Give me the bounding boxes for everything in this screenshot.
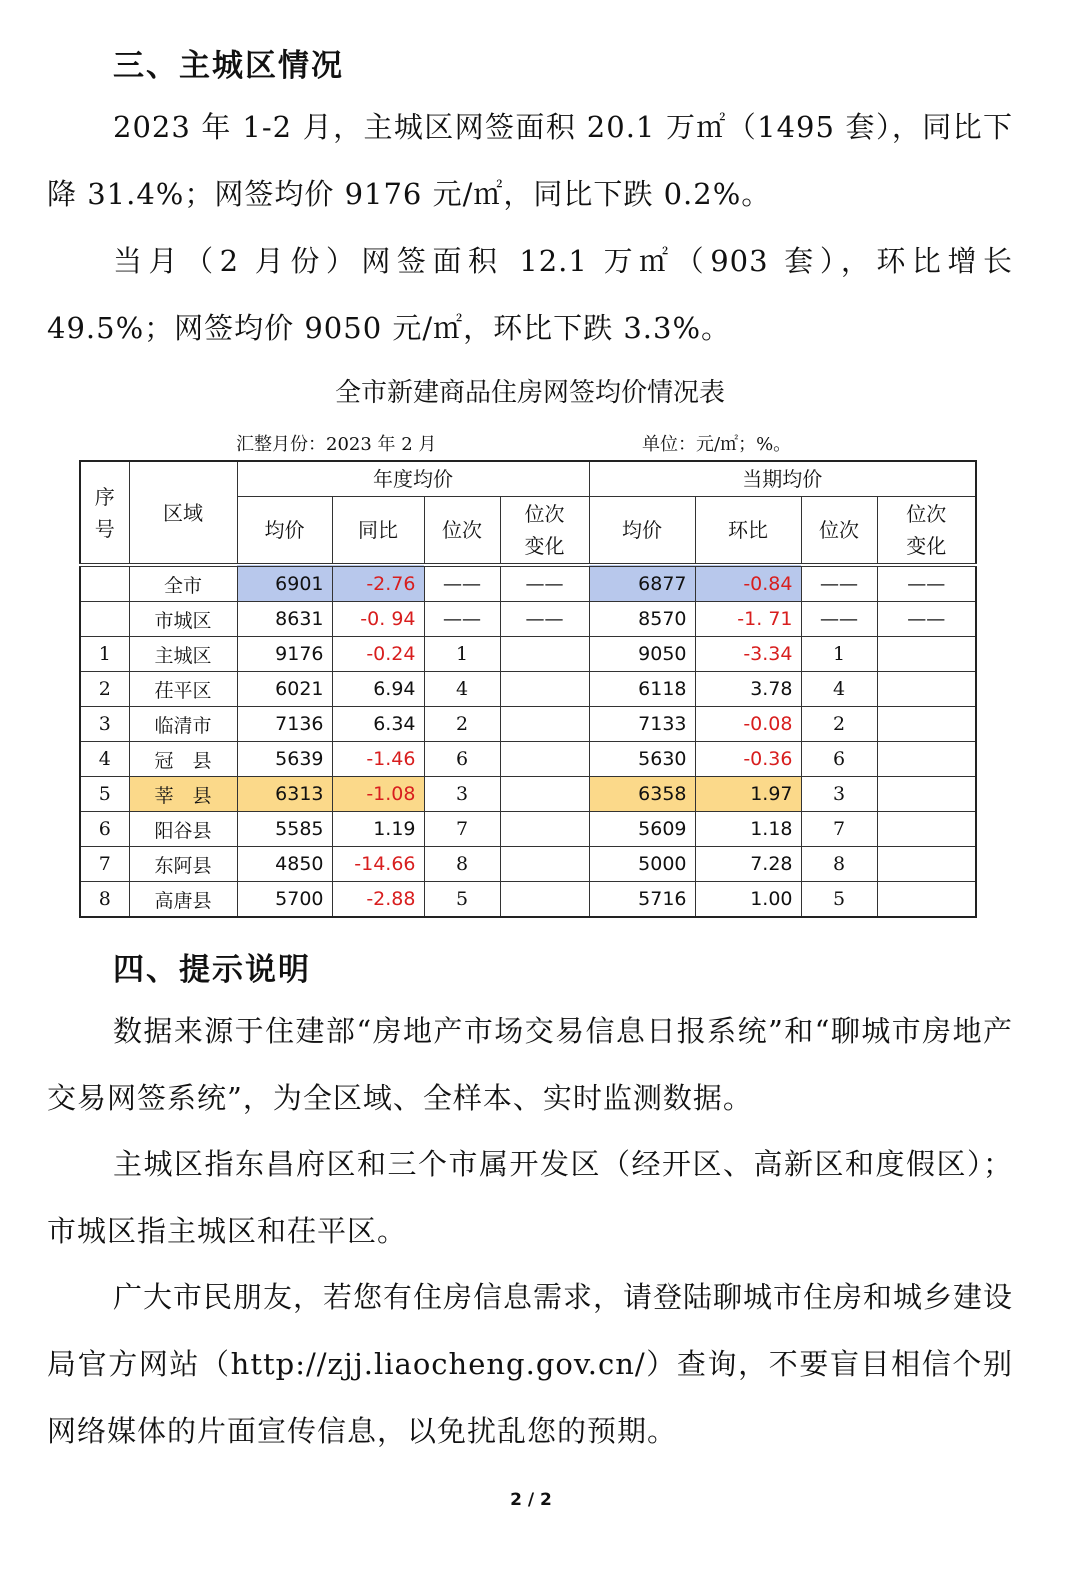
cell-region: 阳谷县 [129, 812, 237, 847]
section4-paragraph-1: 数据来源于住建部“房地产市场交易信息日报系统”和“聊城市房地产交易网签系统”，为全区域、全样本、实时监测数据。 [47, 1014, 1013, 1115]
section4-heading: 四、提示说明 [113, 952, 311, 988]
cell-annual-rank: 7 [424, 812, 500, 847]
cell-current-rank: 7 [801, 812, 877, 847]
cell-current-avg: 6118 [589, 672, 695, 707]
header-seq: 序号 [80, 461, 129, 565]
cell-current-avg: 5630 [589, 742, 695, 777]
cell-annual-rank-change: —— [500, 565, 589, 602]
cell-current-rank: —— [801, 565, 877, 602]
cell-seq: 2 [80, 672, 129, 707]
section3-paragraph-2: 当月（2 月份）网签面积 12.1 万㎡（903 套），环比增长 49.5%；网签均价 9050 元/㎡，环比下跌 3.3%。 [47, 244, 1013, 345]
cell-annual-avg: 6901 [237, 565, 332, 602]
cell-current-rank: 4 [801, 672, 877, 707]
cell-current-rank: 1 [801, 637, 877, 672]
cell-region: 莘 县 [129, 777, 237, 812]
cell-seq [80, 565, 129, 602]
header-annual-yoy: 同比 [332, 497, 424, 566]
cell-current-avg: 5609 [589, 812, 695, 847]
cell-current-mom: -0.08 [695, 707, 801, 742]
table-row-urban [80, 602, 976, 637]
cell-region: 冠 县 [129, 742, 237, 777]
cell-annual-rank: 8 [424, 847, 500, 882]
cell-current-mom: 1.97 [695, 777, 801, 812]
cell-annual-avg: 9176 [237, 637, 332, 672]
cell-current-avg: 9050 [589, 637, 695, 672]
section3-paragraph-1: 2023 年 1-2 月，主城区网签面积 20.1 万㎡（1495 套），同比下降 31.4%；网签均价 9176 元/㎡，同比下跌 0.2%。 [47, 110, 1013, 211]
cell-current-rank-change [877, 882, 976, 918]
table-row-city-total [80, 565, 976, 602]
cell-annual-avg: 5700 [237, 882, 332, 918]
price-table [79, 460, 977, 918]
table-row [80, 742, 976, 777]
cell-current-mom: 3.78 [695, 672, 801, 707]
cell-region: 市城区 [129, 602, 237, 637]
cell-annual-rank: 6 [424, 742, 500, 777]
cell-current-rank: 2 [801, 707, 877, 742]
cell-current-avg: 6358 [589, 777, 695, 812]
cell-region: 临清市 [129, 707, 237, 742]
cell-annual-rank-change [500, 812, 589, 847]
cell-current-rank: —— [801, 602, 877, 637]
cell-annual-rank: —— [424, 565, 500, 602]
cell-current-avg: 5000 [589, 847, 695, 882]
cell-annual-rank: 5 [424, 882, 500, 918]
cell-seq: 1 [80, 637, 129, 672]
table-period: 汇整月份：2023 年 2 月 [236, 434, 437, 455]
cell-current-rank-change [877, 672, 976, 707]
cell-seq: 5 [80, 777, 129, 812]
cell-current-rank: 3 [801, 777, 877, 812]
cell-current-mom: 1.18 [695, 812, 801, 847]
header-annual-avg: 均价 [237, 497, 332, 566]
cell-seq: 6 [80, 812, 129, 847]
table-title: 全市新建商品住房网签均价情况表 [334, 378, 725, 408]
cell-annual-rank-change [500, 672, 589, 707]
cell-current-avg: 8570 [589, 602, 695, 637]
cell-annual-yoy: -14.66 [332, 847, 424, 882]
header-annual-rank: 位次 [424, 497, 500, 566]
cell-annual-rank: —— [424, 602, 500, 637]
cell-annual-avg: 4850 [237, 847, 332, 882]
header-current-rank: 位次 [801, 497, 877, 566]
table-row [80, 707, 976, 742]
table-row [80, 812, 976, 847]
cell-annual-rank: 4 [424, 672, 500, 707]
cell-seq: 8 [80, 882, 129, 918]
cell-current-rank-change [877, 777, 976, 812]
cell-annual-yoy: -0. 94 [332, 602, 424, 637]
table-unit: 单位：元/㎡；%。 [642, 434, 792, 455]
header-current-mom: 环比 [695, 497, 801, 566]
cell-annual-yoy: -2.88 [332, 882, 424, 918]
cell-region: 茌平区 [129, 672, 237, 707]
section4-paragraph-2: 主城区指东昌府区和三个市属开发区（经开区、高新区和度假区）；市城区指主城区和茌平区。 [47, 1147, 1013, 1248]
cell-annual-rank-change [500, 707, 589, 742]
page-number: 2 / 2 [510, 1490, 552, 1510]
cell-current-avg: 7133 [589, 707, 695, 742]
cell-current-mom: 1.00 [695, 882, 801, 918]
section3-heading: 三、主城区情况 [113, 48, 344, 84]
cell-current-mom: -0.84 [695, 565, 801, 602]
cell-current-mom: 7.28 [695, 847, 801, 882]
cell-annual-avg: 5585 [237, 812, 332, 847]
cell-current-rank-change: —— [877, 565, 976, 602]
cell-annual-yoy: 6.94 [332, 672, 424, 707]
header-annual: 年度均价 [237, 461, 589, 497]
cell-region: 东阿县 [129, 847, 237, 882]
cell-annual-rank-change [500, 742, 589, 777]
header-region: 区域 [129, 461, 237, 565]
table-row [80, 637, 976, 672]
section4-paragraph-3: 广大市民朋友，若您有住房信息需求，请登陆聊城市住房和城乡建设局官方网站（http://zjj.liaocheng.gov.cn/）查询，不要盲目相信个别网络媒体的片面宣传信息，以免扰乱您的预期。 [47, 1280, 1014, 1448]
cell-seq: 3 [80, 707, 129, 742]
header-annual-rank-change: 位次变化 [500, 497, 589, 566]
cell-annual-yoy: -0.24 [332, 637, 424, 672]
table-row [80, 847, 976, 882]
cell-region: 高唐县 [129, 882, 237, 918]
table-row [80, 777, 976, 812]
cell-current-rank: 5 [801, 882, 877, 918]
cell-region: 主城区 [129, 637, 237, 672]
cell-current-rank-change [877, 812, 976, 847]
header-current: 当期均价 [589, 461, 976, 497]
cell-seq: 4 [80, 742, 129, 777]
cell-annual-avg: 6313 [237, 777, 332, 812]
cell-current-mom: -0.36 [695, 742, 801, 777]
cell-current-mom: -1. 71 [695, 602, 801, 637]
cell-current-avg: 6877 [589, 565, 695, 602]
cell-annual-rank-change [500, 777, 589, 812]
cell-current-rank: 6 [801, 742, 877, 777]
cell-region: 全市 [129, 565, 237, 602]
cell-annual-yoy: 1.19 [332, 812, 424, 847]
cell-current-rank: 8 [801, 847, 877, 882]
cell-annual-rank: 3 [424, 777, 500, 812]
cell-current-rank-change [877, 847, 976, 882]
cell-current-mom: -3.34 [695, 637, 801, 672]
cell-annual-avg: 6021 [237, 672, 332, 707]
cell-seq: 7 [80, 847, 129, 882]
cell-annual-avg: 5639 [237, 742, 332, 777]
cell-annual-avg: 7136 [237, 707, 332, 742]
table-row [80, 882, 976, 918]
cell-current-avg: 5716 [589, 882, 695, 918]
cell-annual-rank-change: —— [500, 602, 589, 637]
cell-annual-yoy: -2.76 [332, 565, 424, 602]
cell-annual-yoy: 6.34 [332, 707, 424, 742]
cell-current-rank-change [877, 707, 976, 742]
cell-annual-rank-change [500, 882, 589, 918]
cell-seq [80, 602, 129, 637]
cell-current-rank-change [877, 742, 976, 777]
table-row [80, 672, 976, 707]
cell-annual-yoy: -1.46 [332, 742, 424, 777]
cell-annual-rank: 1 [424, 637, 500, 672]
cell-annual-yoy: -1.08 [332, 777, 424, 812]
cell-annual-rank-change [500, 637, 589, 672]
cell-current-rank-change: —— [877, 602, 976, 637]
cell-annual-rank: 2 [424, 707, 500, 742]
header-current-avg: 均价 [589, 497, 695, 566]
cell-annual-rank-change [500, 847, 589, 882]
cell-annual-avg: 8631 [237, 602, 332, 637]
cell-current-rank-change [877, 637, 976, 672]
header-current-rank-change: 位次变化 [877, 497, 976, 566]
